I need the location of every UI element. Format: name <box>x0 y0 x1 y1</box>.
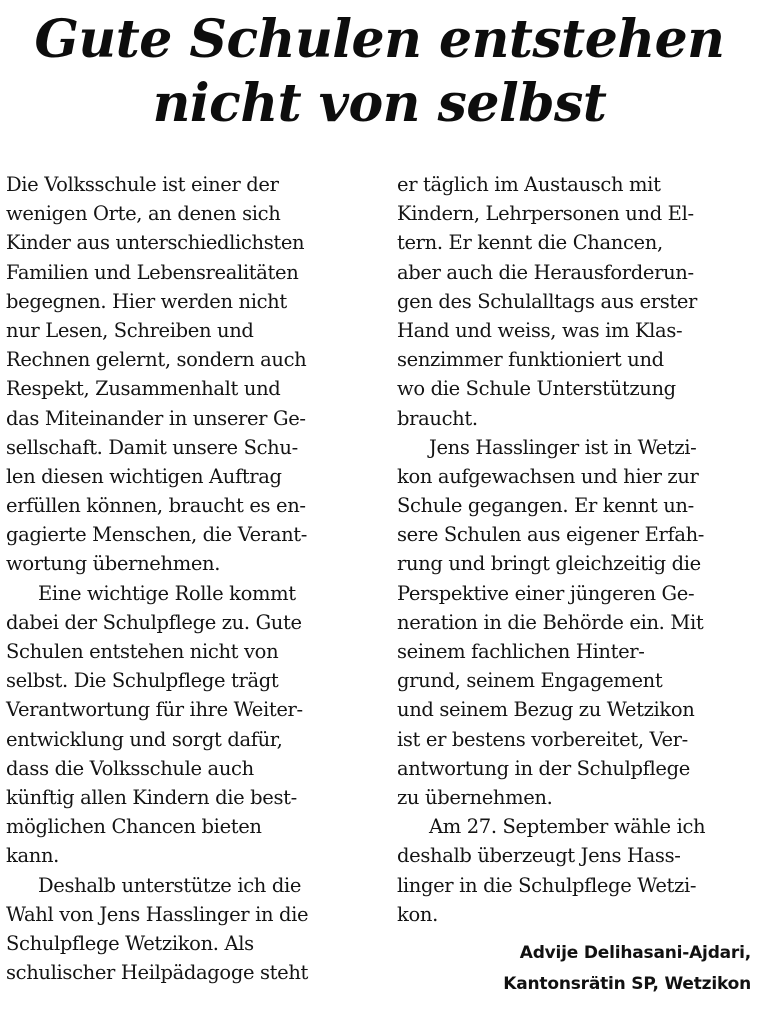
text-line: ist er bestens vorbereitet, Ver- <box>397 727 688 751</box>
text-line: dass die Volksschule auch <box>6 756 254 780</box>
text-line: und seinem Bezug zu Wetzikon <box>397 698 695 722</box>
text-line: möglichen Chancen bieten <box>6 815 262 839</box>
text-line: zu übernehmen. <box>397 785 553 809</box>
article-headline <box>0 8 759 136</box>
text-line: kon. <box>397 902 438 926</box>
text-line: sere Schulen aus eigener Erfah- <box>397 523 705 547</box>
text-line: Perspektive einer jüngeren Ge- <box>397 581 695 605</box>
headline-line-1: Gute Schulen entstehen <box>34 9 725 70</box>
signature-author: Advije Delihasani-Ajdari, <box>519 943 751 963</box>
text-line: kann. <box>6 844 60 868</box>
article-column-right <box>397 170 757 929</box>
text-line: selbst. Die Schulpflege trägt <box>6 669 279 693</box>
text-line: schulischer Heilpädagoge steht <box>6 961 309 985</box>
text-line: Verantwortung für ihre Weiter- <box>6 698 303 722</box>
text-line: wenigen Orte, an denen sich <box>6 202 281 226</box>
text-line: Hand und weiss, was im Klas- <box>397 318 683 342</box>
text-line: len diesen wichtigen Auftrag <box>6 464 282 488</box>
text-line: Familien und Lebensrealitäten <box>6 260 299 284</box>
text-line: Schulen entstehen nicht von <box>6 640 279 663</box>
article-column-left <box>6 170 366 987</box>
text-line: das Miteinander in unserer Ge- <box>6 406 306 430</box>
text-line: antwortung in der Schulpflege <box>397 756 690 780</box>
text-line: Rechnen gelernt, sondern auch <box>6 348 307 372</box>
text-line: grund, seinem Engagement <box>397 669 663 693</box>
text-line: kon aufgewachsen und hier zur <box>397 464 699 488</box>
headline-line-2: nicht von selbst <box>152 73 607 134</box>
text-line: er täglich im Austausch mit <box>397 173 661 196</box>
text-line: wo die Schule Unterstützung <box>397 377 676 401</box>
text-line: nur Lesen, Schreiben und <box>6 318 254 342</box>
text-line: wortung übernehmen. <box>6 552 221 576</box>
text-line: Schulpflege Wetzikon. Als <box>6 931 254 955</box>
text-line: Respekt, Zusammenhalt und <box>6 377 281 401</box>
text-line: Die Volksschule ist einer der <box>6 173 279 196</box>
text-line: sellschaft. Damit unsere Schu- <box>6 435 298 459</box>
text-line: gen des Schulalltags aus erster <box>397 289 697 313</box>
text-line: künftig allen Kindern die best- <box>6 785 297 809</box>
text-line: Deshalb unterstütze ich die <box>38 873 302 897</box>
text-line: Kindern, Lehrpersonen und El- <box>397 202 694 226</box>
text-line: begegnen. Hier werden nicht <box>6 289 287 313</box>
text-line: neration in die Behörde ein. Mit <box>397 610 704 634</box>
text-line: Wahl von Jens Hasslinger in die <box>6 902 309 926</box>
text-line: erfüllen können, braucht es en- <box>6 494 306 518</box>
text-line: dabei der Schulpflege zu. Gute <box>6 610 302 634</box>
text-line: Eine wichtige Rolle kommt <box>38 581 296 605</box>
text-line: linger in die Schulpflege Wetzi- <box>397 873 697 897</box>
text-line: deshalb überzeugt Jens Hass- <box>397 844 681 868</box>
text-line: Schule gegangen. Er kennt un- <box>397 494 694 518</box>
text-line: Jens Hasslinger ist in Wetzi- <box>429 435 697 459</box>
text-line: senzimmer funktioniert und <box>397 348 664 372</box>
text-line: Kinder aus unterschiedlichsten <box>6 231 305 255</box>
text-line: tern. Er kennt die Chancen, <box>397 231 663 255</box>
text-line: entwicklung und sorgt dafür, <box>6 727 283 751</box>
signature-affiliation: Kantonsrätin SP, Wetzikon <box>503 974 751 994</box>
text-line: gagierte Menschen, die Verant- <box>6 523 308 547</box>
letter-signature <box>503 938 751 1000</box>
text-line: rung und bringt gleichzeitig die <box>397 552 701 576</box>
text-line: braucht. <box>397 406 478 430</box>
text-line: Am 27. September wähle ich <box>429 815 706 839</box>
text-line: aber auch die Herausforderun- <box>397 260 694 284</box>
text-line: seinem fachlichen Hinter- <box>397 640 645 663</box>
